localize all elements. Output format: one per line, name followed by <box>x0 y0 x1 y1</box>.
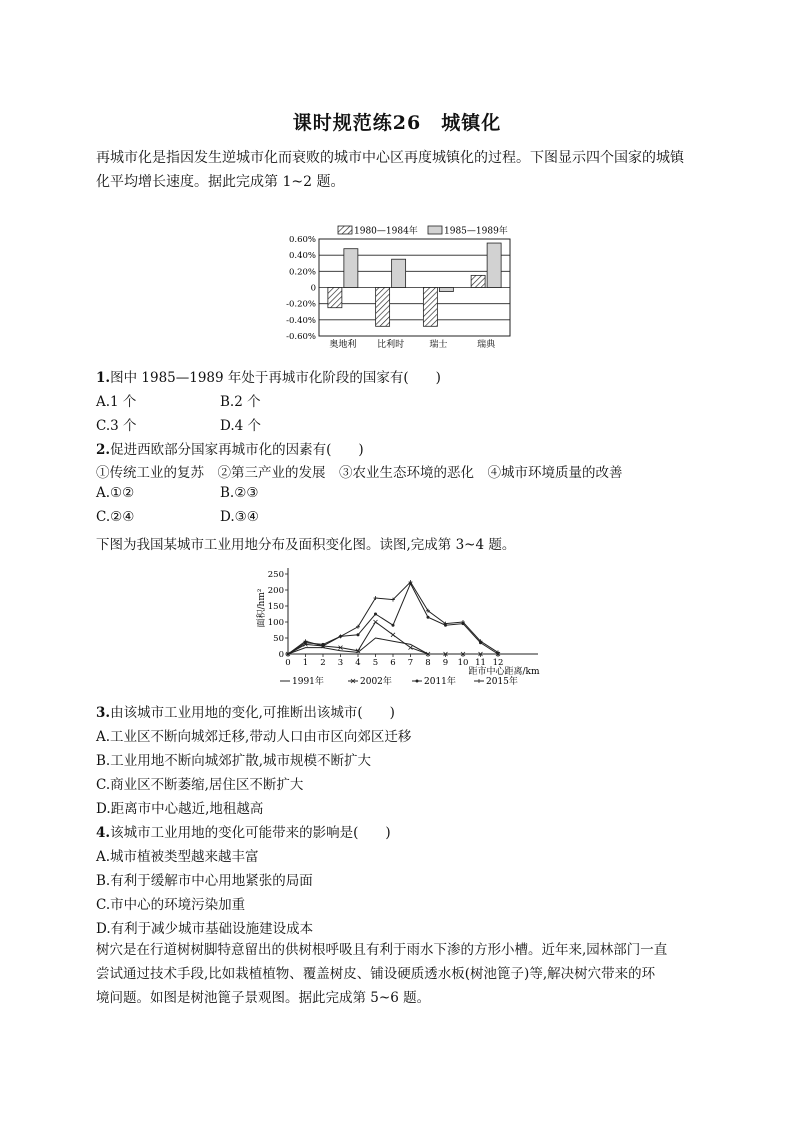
y-tick-label: 0.20% <box>288 267 316 278</box>
y-tick-label: 0 <box>278 650 284 660</box>
bar-1985-1989 <box>344 249 358 288</box>
intro-3-line-1: 树穴是在行道树树脚特意留出的供树根呼吸且有利于雨水下渗的方形小槽。近年来,园林部门一直 <box>96 942 668 958</box>
q1-option-a[interactable]: A.1 个 <box>96 394 137 410</box>
legend-marker <box>416 680 419 683</box>
question-4-number: 4. <box>96 825 111 841</box>
question-2-number: 2. <box>96 442 111 458</box>
x-tick-label: 10 <box>457 658 469 668</box>
bar-1985-1989 <box>487 243 501 287</box>
data-point <box>392 624 395 627</box>
x-tick-label: 8 <box>425 658 431 668</box>
series-line-2015年 <box>288 582 498 654</box>
urbanization-bar-chart <box>280 222 520 352</box>
q3-option-d[interactable]: D.距离市中心越近,地租越高 <box>96 801 264 817</box>
x-tick-label: 4 <box>355 658 361 668</box>
category-label: 瑞典 <box>477 340 496 350</box>
data-point <box>357 633 360 636</box>
q4-option-d[interactable]: D.有利于减少城市基础设施建设成本 <box>96 921 314 937</box>
data-point <box>339 634 343 638</box>
intro-1-line-2: 化平均增长速度。据此完成第 1~2 题。 <box>96 174 345 190</box>
intro-3-line-3: 境问题。如图是树池篦子景观图。据此完成第 5~6 题。 <box>96 990 431 1006</box>
x-tick-label: 0 <box>285 658 291 668</box>
x-tick-label: 7 <box>407 658 414 668</box>
y-tick-label: 50 <box>273 634 284 644</box>
q2-option-c[interactable]: C.②④ <box>96 509 135 525</box>
legend-label: 1980—1984年 <box>354 226 418 237</box>
data-point <box>374 620 378 624</box>
question-3-text: 由该城市工业用地的变化,可推断出该城市( ) <box>110 705 395 721</box>
category-label: 比利时 <box>377 340 405 350</box>
legend-label: 1991年 <box>292 677 324 687</box>
intro-paragraph-1 <box>96 146 684 194</box>
question-1 <box>96 366 441 386</box>
x-tick-label: 5 <box>372 658 379 668</box>
x-tick-label: 11 <box>475 658 486 668</box>
legend-label: 1985—1989年 <box>444 226 508 237</box>
question-4-text: 该城市工业用地的变化可能带来的影响是( ) <box>110 825 391 841</box>
y-tick-label: -0.40% <box>286 315 316 326</box>
intro-paragraph-2: 下图为我国某城市工业用地分布及面积变化图。读图,完成第 3~4 题。 <box>96 537 516 553</box>
legend-label: 2015年 <box>486 677 518 687</box>
x-tick-label: 3 <box>337 658 344 668</box>
y-tick-label: 200 <box>267 586 284 596</box>
q3-option-a[interactable]: A.工业区不断向城郊迁移,带动人口由市区向郊区迁移 <box>96 729 412 745</box>
q2-option-a[interactable]: A.①② <box>96 485 135 501</box>
x-tick-label: 9 <box>442 658 449 668</box>
y-tick-label: 0.40% <box>288 251 316 262</box>
legend-label: 2011年 <box>424 677 456 687</box>
q2-option-d[interactable]: D.③④ <box>220 509 259 525</box>
y-tick-label: 0.60% <box>288 235 316 245</box>
page-title: 课时规范练26 城镇化 <box>292 112 502 134</box>
category-label: 瑞士 <box>429 340 448 350</box>
x-tick-label: 12 <box>492 658 504 668</box>
intro-1-line-1: 再城市化是指因发生逆城市化而衰败的城市中心区再度城镇化的过程。下图显示四个国家的城镇 <box>96 150 684 166</box>
y-tick-label: 250 <box>267 570 284 580</box>
q3-option-b[interactable]: B.工业用地不断向城郊扩散,城市规模不断扩大 <box>96 753 372 769</box>
y-tick-label: 0 <box>310 283 316 294</box>
x-tick-label: 1 <box>302 658 309 668</box>
bar-1980-1984 <box>328 288 342 308</box>
category-label: 奥地利 <box>329 340 357 350</box>
question-1-text: 图中 1985—1989 年处于再城市化阶段的国家有( ) <box>110 370 441 386</box>
intro-paragraph-3 <box>96 938 667 1010</box>
q4-option-c[interactable]: C.市中心的环境污染加重 <box>96 897 246 913</box>
y-tick-label: 100 <box>267 618 284 628</box>
data-point <box>427 616 430 619</box>
q3-option-c[interactable]: C.商业区不断萎缩,居住区不断扩大 <box>96 777 304 793</box>
bar-1985-1989 <box>439 288 453 292</box>
q4-option-b[interactable]: B.有利于缓解市中心用地紧张的局面 <box>96 873 313 889</box>
intro-3-line-2: 尝试通过技术手段,比如栽植植物、覆盖树皮、铺设硬质透水板(树池篦子)等,解决树穴带来的环 <box>96 966 656 982</box>
y-tick-label: -0.20% <box>286 299 316 310</box>
question-1-number: 1. <box>96 370 111 386</box>
q1-option-d[interactable]: D.4 个 <box>220 418 262 434</box>
question-4 <box>96 821 391 841</box>
y-tick-label: 150 <box>267 602 284 612</box>
question-3 <box>96 701 395 721</box>
x-axis-label: 距市中心距离/km <box>468 667 540 677</box>
bar-1980-1984 <box>423 288 437 327</box>
data-point <box>374 613 377 616</box>
q4-option-a[interactable]: A.城市植被类型越来越丰富 <box>96 849 259 865</box>
x-tick-label: 6 <box>390 658 396 668</box>
y-tick-label: -0.60% <box>286 332 316 342</box>
x-tick-label: 2 <box>320 658 326 668</box>
q1-option-c[interactable]: C.3 个 <box>96 418 137 434</box>
bar-1980-1984 <box>376 288 390 327</box>
data-point <box>391 633 395 637</box>
bar-1985-1989 <box>392 259 406 287</box>
y-axis-label: 面积/hm² <box>257 588 267 628</box>
question-2-text: 促进西欧部分国家再城市化的因素有( ) <box>110 442 364 458</box>
question-2 <box>96 438 364 458</box>
legend-label: 2002年 <box>360 677 392 687</box>
legend-swatch-gray <box>428 226 442 234</box>
q2-items: ①传统工业的复苏 ②第三产业的发展 ③农业生态环境的恶化 ④城市环境质量的改善 <box>96 465 623 481</box>
question-3-number: 3. <box>96 705 111 721</box>
series-line-2011年 <box>288 584 498 654</box>
legend-swatch-hatched <box>338 226 352 234</box>
q1-option-b[interactable]: B.2 个 <box>220 394 261 410</box>
bar-1980-1984 <box>471 275 485 287</box>
industrial-land-line-chart <box>252 560 552 692</box>
q2-option-b[interactable]: B.②③ <box>220 485 259 501</box>
